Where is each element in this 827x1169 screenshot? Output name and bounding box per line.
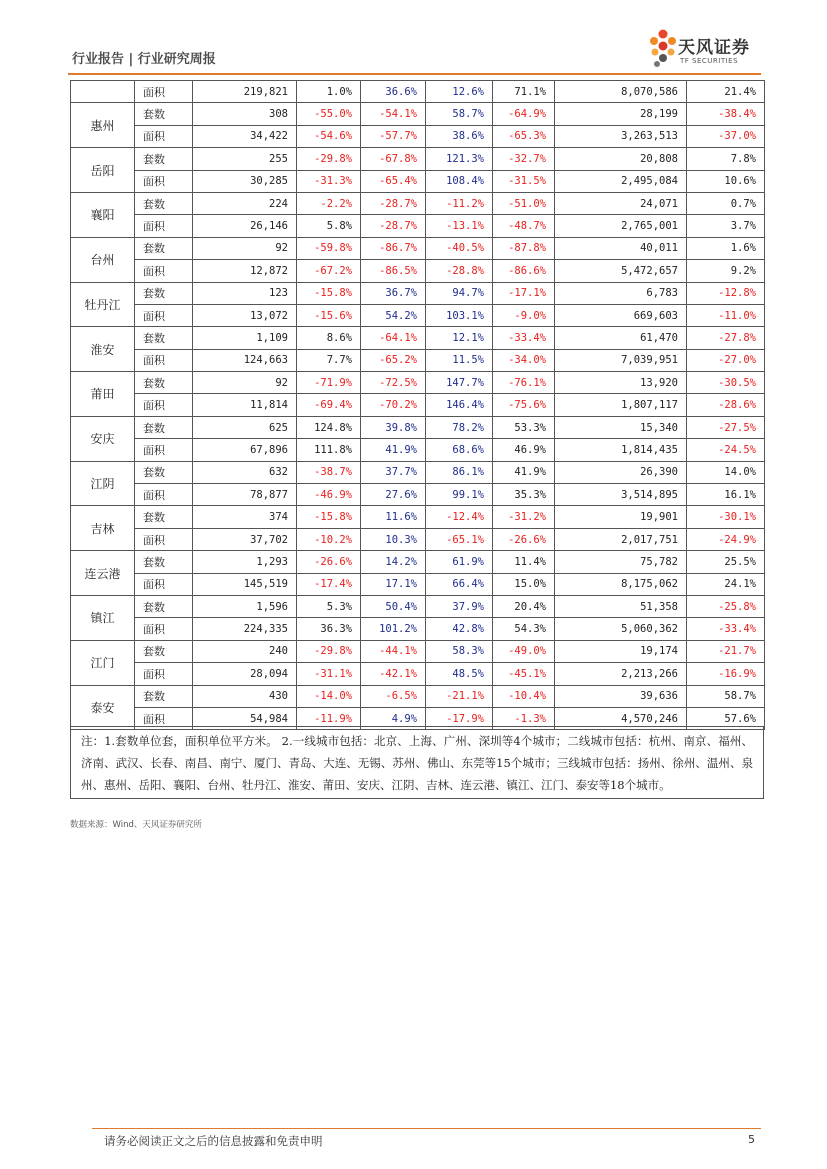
- metric-cell: 面积: [135, 394, 193, 416]
- value-cell: -37.0%: [687, 125, 765, 147]
- value-cell: -11.0%: [687, 304, 765, 326]
- value-cell: -26.6%: [493, 528, 555, 550]
- value-cell: 58.7%: [426, 103, 493, 125]
- table-row: [71, 349, 765, 371]
- value-cell: 111.8%: [297, 439, 361, 461]
- value-cell: 1,814,435: [555, 439, 687, 461]
- city-cell: 泰安: [71, 685, 135, 730]
- value-cell: -76.1%: [493, 372, 555, 394]
- value-cell: 1,596: [193, 595, 297, 617]
- metric-cell: 面积: [135, 573, 193, 595]
- value-cell: 4,570,246: [555, 707, 687, 729]
- metric-cell: 面积: [135, 81, 193, 103]
- value-cell: 124.8%: [297, 416, 361, 438]
- value-cell: 30,285: [193, 170, 297, 192]
- metric-cell: 套数: [135, 282, 193, 304]
- table-row: [71, 506, 765, 528]
- value-cell: 78.2%: [426, 416, 493, 438]
- value-cell: 8,070,586: [555, 81, 687, 103]
- value-cell: 42.8%: [426, 618, 493, 640]
- table-row: [71, 148, 765, 170]
- value-cell: 6,783: [555, 282, 687, 304]
- metric-cell: 面积: [135, 707, 193, 729]
- value-cell: 2,017,751: [555, 528, 687, 550]
- metric-cell: 面积: [135, 663, 193, 685]
- value-cell: 8,175,062: [555, 573, 687, 595]
- metric-cell: 面积: [135, 439, 193, 461]
- value-cell: -17.4%: [297, 573, 361, 595]
- value-cell: 99.1%: [426, 484, 493, 506]
- value-cell: 11.5%: [426, 349, 493, 371]
- metric-cell: 套数: [135, 103, 193, 125]
- city-cell: 牡丹江: [71, 282, 135, 327]
- value-cell: 430: [193, 685, 297, 707]
- city-cell: 岳阳: [71, 148, 135, 193]
- value-cell: -21.7%: [687, 640, 765, 662]
- value-cell: 625: [193, 416, 297, 438]
- value-cell: -11.2%: [426, 192, 493, 214]
- value-cell: 123: [193, 282, 297, 304]
- value-cell: 10.6%: [687, 170, 765, 192]
- value-cell: 11,814: [193, 394, 297, 416]
- value-cell: 374: [193, 506, 297, 528]
- value-cell: 57.6%: [687, 707, 765, 729]
- table-row: [71, 170, 765, 192]
- value-cell: 19,174: [555, 640, 687, 662]
- value-cell: 50.4%: [361, 595, 426, 617]
- value-cell: 1.0%: [297, 81, 361, 103]
- value-cell: 40,011: [555, 237, 687, 259]
- value-cell: -38.7%: [297, 461, 361, 483]
- value-cell: -75.6%: [493, 394, 555, 416]
- value-cell: -28.7%: [361, 192, 426, 214]
- table-row: [71, 439, 765, 461]
- value-cell: -54.6%: [297, 125, 361, 147]
- value-cell: -13.1%: [426, 215, 493, 237]
- value-cell: 51,358: [555, 595, 687, 617]
- value-cell: -42.1%: [361, 663, 426, 685]
- value-cell: 4.9%: [361, 707, 426, 729]
- city-cell: 连云港: [71, 551, 135, 596]
- value-cell: 669,603: [555, 304, 687, 326]
- value-cell: -30.5%: [687, 372, 765, 394]
- metric-cell: 套数: [135, 327, 193, 349]
- value-cell: -86.5%: [361, 260, 426, 282]
- metric-cell: 套数: [135, 685, 193, 707]
- value-cell: 25.5%: [687, 551, 765, 573]
- value-cell: -17.1%: [493, 282, 555, 304]
- city-cell: 台州: [71, 237, 135, 282]
- value-cell: 17.1%: [361, 573, 426, 595]
- value-cell: -32.7%: [493, 148, 555, 170]
- value-cell: 61.9%: [426, 551, 493, 573]
- value-cell: 35.3%: [493, 484, 555, 506]
- city-cell: 安庆: [71, 416, 135, 461]
- value-cell: 101.2%: [361, 618, 426, 640]
- value-cell: 255: [193, 148, 297, 170]
- table-row: [71, 81, 765, 103]
- value-cell: 0.7%: [687, 192, 765, 214]
- metric-cell: 套数: [135, 237, 193, 259]
- value-cell: -69.4%: [297, 394, 361, 416]
- value-cell: 1,293: [193, 551, 297, 573]
- value-cell: 71.1%: [493, 81, 555, 103]
- value-cell: -87.8%: [493, 237, 555, 259]
- value-cell: 28,094: [193, 663, 297, 685]
- value-cell: 1,807,117: [555, 394, 687, 416]
- value-cell: -34.0%: [493, 349, 555, 371]
- value-cell: -86.6%: [493, 260, 555, 282]
- value-cell: -6.5%: [361, 685, 426, 707]
- value-cell: 46.9%: [493, 439, 555, 461]
- value-cell: -71.9%: [297, 372, 361, 394]
- value-cell: -15.8%: [297, 506, 361, 528]
- value-cell: 26,146: [193, 215, 297, 237]
- value-cell: -15.8%: [297, 282, 361, 304]
- table-row: [71, 663, 765, 685]
- value-cell: 12.6%: [426, 81, 493, 103]
- metric-cell: 套数: [135, 461, 193, 483]
- value-cell: 121.3%: [426, 148, 493, 170]
- metric-cell: 面积: [135, 260, 193, 282]
- table-row: [71, 372, 765, 394]
- value-cell: 78,877: [193, 484, 297, 506]
- value-cell: -15.6%: [297, 304, 361, 326]
- value-cell: 147.7%: [426, 372, 493, 394]
- value-cell: -33.4%: [687, 618, 765, 640]
- value-cell: -67.2%: [297, 260, 361, 282]
- logo-english-name: TF SECURITIES: [680, 57, 739, 65]
- flower-logo-icon: [648, 28, 678, 72]
- metric-cell: 面积: [135, 484, 193, 506]
- table-row: [71, 215, 765, 237]
- value-cell: 14.2%: [361, 551, 426, 573]
- city-cell: 惠州: [71, 103, 135, 148]
- header-divider: [68, 73, 761, 75]
- value-cell: 37.7%: [361, 461, 426, 483]
- value-cell: -54.1%: [361, 103, 426, 125]
- value-cell: 21.4%: [687, 81, 765, 103]
- table-row: [71, 484, 765, 506]
- value-cell: 66.4%: [426, 573, 493, 595]
- table-row: [71, 618, 765, 640]
- value-cell: 103.1%: [426, 304, 493, 326]
- value-cell: 12,872: [193, 260, 297, 282]
- value-cell: 54.3%: [493, 618, 555, 640]
- value-cell: 26,390: [555, 461, 687, 483]
- table-row: [71, 237, 765, 259]
- value-cell: -31.1%: [297, 663, 361, 685]
- metric-cell: 套数: [135, 372, 193, 394]
- metric-cell: 面积: [135, 349, 193, 371]
- city-cell: 淮安: [71, 327, 135, 372]
- company-logo: [648, 26, 778, 74]
- table-row: [71, 394, 765, 416]
- city-cell: 襄阳: [71, 192, 135, 237]
- city-cell: 吉林: [71, 506, 135, 551]
- value-cell: -28.7%: [361, 215, 426, 237]
- value-cell: 39.8%: [361, 416, 426, 438]
- value-cell: -9.0%: [493, 304, 555, 326]
- table-row: [71, 192, 765, 214]
- value-cell: -64.9%: [493, 103, 555, 125]
- value-cell: 41.9%: [361, 439, 426, 461]
- value-cell: 10.3%: [361, 528, 426, 550]
- footer-divider: [92, 1128, 761, 1129]
- value-cell: 145,519: [193, 573, 297, 595]
- page-number: 5: [748, 1133, 755, 1146]
- value-cell: -16.9%: [687, 663, 765, 685]
- value-cell: 58.3%: [426, 640, 493, 662]
- value-cell: 92: [193, 372, 297, 394]
- value-cell: -31.5%: [493, 170, 555, 192]
- table-row: [71, 573, 765, 595]
- value-cell: 2,213,266: [555, 663, 687, 685]
- value-cell: -29.8%: [297, 640, 361, 662]
- value-cell: 13,072: [193, 304, 297, 326]
- value-cell: 61,470: [555, 327, 687, 349]
- metric-cell: 套数: [135, 595, 193, 617]
- data-source: 数据来源：Wind、天风证券研究所: [70, 820, 202, 830]
- table-row: [71, 528, 765, 550]
- metric-cell: 套数: [135, 551, 193, 573]
- city-cell: [71, 81, 135, 103]
- value-cell: 15.0%: [493, 573, 555, 595]
- value-cell: -21.1%: [426, 685, 493, 707]
- value-cell: 7.7%: [297, 349, 361, 371]
- value-cell: 92: [193, 237, 297, 259]
- value-cell: 41.9%: [493, 461, 555, 483]
- value-cell: -10.4%: [493, 685, 555, 707]
- metric-cell: 套数: [135, 416, 193, 438]
- table-row: [71, 551, 765, 573]
- value-cell: 34,422: [193, 125, 297, 147]
- value-cell: 7,039,951: [555, 349, 687, 371]
- value-cell: 37,702: [193, 528, 297, 550]
- value-cell: 2,495,084: [555, 170, 687, 192]
- value-cell: -65.3%: [493, 125, 555, 147]
- metric-cell: 面积: [135, 528, 193, 550]
- value-cell: -67.8%: [361, 148, 426, 170]
- value-cell: 16.1%: [687, 484, 765, 506]
- value-cell: 224: [193, 192, 297, 214]
- value-cell: -28.6%: [687, 394, 765, 416]
- value-cell: 219,821: [193, 81, 297, 103]
- value-cell: -10.2%: [297, 528, 361, 550]
- value-cell: 20,808: [555, 148, 687, 170]
- table-footnote: 注：1.套数单位套，面积单位平方米。 2.一线城市包括：北京、上海、广州、深圳等4个城市；二线城市包括：杭州、南京、福州、济南、武汉、长春、南昌、南宁、厦门、青岛、大连、无锡、苏州、佛山、东莞等15个城市；三线城市包括：扬州、徐州、温州、泉州、惠州、岳阳、襄阳、台州、牡丹江、淮安、莆田、安庆、江阴、吉林、连云港、镇江、江门、泰安等18个城市。: [70, 726, 764, 799]
- value-cell: 7.8%: [687, 148, 765, 170]
- value-cell: 68.6%: [426, 439, 493, 461]
- city-cell: 江门: [71, 640, 135, 685]
- value-cell: -45.1%: [493, 663, 555, 685]
- value-cell: -44.1%: [361, 640, 426, 662]
- value-cell: 8.6%: [297, 327, 361, 349]
- value-cell: 308: [193, 103, 297, 125]
- value-cell: -29.8%: [297, 148, 361, 170]
- footer-disclaimer: 请务必阅读正文之后的信息披露和免责申明: [104, 1134, 323, 1148]
- metric-cell: 套数: [135, 640, 193, 662]
- value-cell: -27.0%: [687, 349, 765, 371]
- value-cell: -12.4%: [426, 506, 493, 528]
- value-cell: -24.9%: [687, 528, 765, 550]
- value-cell: -64.1%: [361, 327, 426, 349]
- value-cell: 36.7%: [361, 282, 426, 304]
- value-cell: -17.9%: [426, 707, 493, 729]
- value-cell: -11.9%: [297, 707, 361, 729]
- table-row: [71, 125, 765, 147]
- value-cell: 146.4%: [426, 394, 493, 416]
- value-cell: -12.8%: [687, 282, 765, 304]
- value-cell: -28.8%: [426, 260, 493, 282]
- value-cell: 24,071: [555, 192, 687, 214]
- value-cell: 54.2%: [361, 304, 426, 326]
- value-cell: 1.6%: [687, 237, 765, 259]
- housing-data-table: [70, 80, 765, 730]
- table-row: [71, 103, 765, 125]
- value-cell: 13,920: [555, 372, 687, 394]
- value-cell: -26.6%: [297, 551, 361, 573]
- value-cell: 27.6%: [361, 484, 426, 506]
- value-cell: 36.3%: [297, 618, 361, 640]
- value-cell: 11.4%: [493, 551, 555, 573]
- value-cell: 53.3%: [493, 416, 555, 438]
- table-row: [71, 461, 765, 483]
- value-cell: -25.8%: [687, 595, 765, 617]
- value-cell: 24.1%: [687, 573, 765, 595]
- value-cell: 5.8%: [297, 215, 361, 237]
- value-cell: 94.7%: [426, 282, 493, 304]
- metric-cell: 面积: [135, 618, 193, 640]
- logo-chinese-name: 天风证券: [678, 38, 750, 58]
- value-cell: 67,896: [193, 439, 297, 461]
- value-cell: 2,765,001: [555, 215, 687, 237]
- value-cell: -49.0%: [493, 640, 555, 662]
- value-cell: -2.2%: [297, 192, 361, 214]
- value-cell: -1.3%: [493, 707, 555, 729]
- table-row: [71, 640, 765, 662]
- value-cell: 28,199: [555, 103, 687, 125]
- metric-cell: 套数: [135, 192, 193, 214]
- city-cell: 江阴: [71, 461, 135, 506]
- value-cell: -30.1%: [687, 506, 765, 528]
- value-cell: -57.7%: [361, 125, 426, 147]
- value-cell: 240: [193, 640, 297, 662]
- value-cell: 15,340: [555, 416, 687, 438]
- value-cell: 54,984: [193, 707, 297, 729]
- value-cell: -14.0%: [297, 685, 361, 707]
- value-cell: 48.5%: [426, 663, 493, 685]
- metric-cell: 套数: [135, 506, 193, 528]
- value-cell: -27.8%: [687, 327, 765, 349]
- metric-cell: 面积: [135, 170, 193, 192]
- value-cell: -86.7%: [361, 237, 426, 259]
- value-cell: 224,335: [193, 618, 297, 640]
- city-cell: 镇江: [71, 595, 135, 640]
- value-cell: -33.4%: [493, 327, 555, 349]
- value-cell: 14.0%: [687, 461, 765, 483]
- value-cell: -40.5%: [426, 237, 493, 259]
- table-row: [71, 260, 765, 282]
- value-cell: -59.8%: [297, 237, 361, 259]
- table-row: [71, 685, 765, 707]
- table-row: [71, 282, 765, 304]
- value-cell: 5,060,362: [555, 618, 687, 640]
- value-cell: -27.5%: [687, 416, 765, 438]
- value-cell: -31.3%: [297, 170, 361, 192]
- table-row: [71, 416, 765, 438]
- value-cell: 3,514,895: [555, 484, 687, 506]
- value-cell: 39,636: [555, 685, 687, 707]
- value-cell: -46.9%: [297, 484, 361, 506]
- value-cell: 632: [193, 461, 297, 483]
- table-row: [71, 595, 765, 617]
- value-cell: 19,901: [555, 506, 687, 528]
- value-cell: 38.6%: [426, 125, 493, 147]
- value-cell: -65.2%: [361, 349, 426, 371]
- value-cell: -48.7%: [493, 215, 555, 237]
- city-cell: 莆田: [71, 372, 135, 417]
- value-cell: -70.2%: [361, 394, 426, 416]
- value-cell: 86.1%: [426, 461, 493, 483]
- value-cell: -65.1%: [426, 528, 493, 550]
- value-cell: 5.3%: [297, 595, 361, 617]
- report-header-title: 行业报告 | 行业研究周报: [72, 52, 216, 67]
- value-cell: -24.5%: [687, 439, 765, 461]
- value-cell: -51.0%: [493, 192, 555, 214]
- metric-cell: 面积: [135, 215, 193, 237]
- value-cell: 75,782: [555, 551, 687, 573]
- value-cell: 9.2%: [687, 260, 765, 282]
- value-cell: -38.4%: [687, 103, 765, 125]
- value-cell: 5,472,657: [555, 260, 687, 282]
- table-row: [71, 304, 765, 326]
- value-cell: 20.4%: [493, 595, 555, 617]
- value-cell: 1,109: [193, 327, 297, 349]
- value-cell: 3,263,513: [555, 125, 687, 147]
- value-cell: -55.0%: [297, 103, 361, 125]
- value-cell: 3.7%: [687, 215, 765, 237]
- table-row: [71, 327, 765, 349]
- value-cell: -72.5%: [361, 372, 426, 394]
- value-cell: 11.6%: [361, 506, 426, 528]
- value-cell: 108.4%: [426, 170, 493, 192]
- value-cell: 124,663: [193, 349, 297, 371]
- value-cell: -31.2%: [493, 506, 555, 528]
- value-cell: 12.1%: [426, 327, 493, 349]
- value-cell: 37.9%: [426, 595, 493, 617]
- metric-cell: 套数: [135, 148, 193, 170]
- value-cell: -65.4%: [361, 170, 426, 192]
- metric-cell: 面积: [135, 304, 193, 326]
- metric-cell: 面积: [135, 125, 193, 147]
- value-cell: 36.6%: [361, 81, 426, 103]
- value-cell: 58.7%: [687, 685, 765, 707]
